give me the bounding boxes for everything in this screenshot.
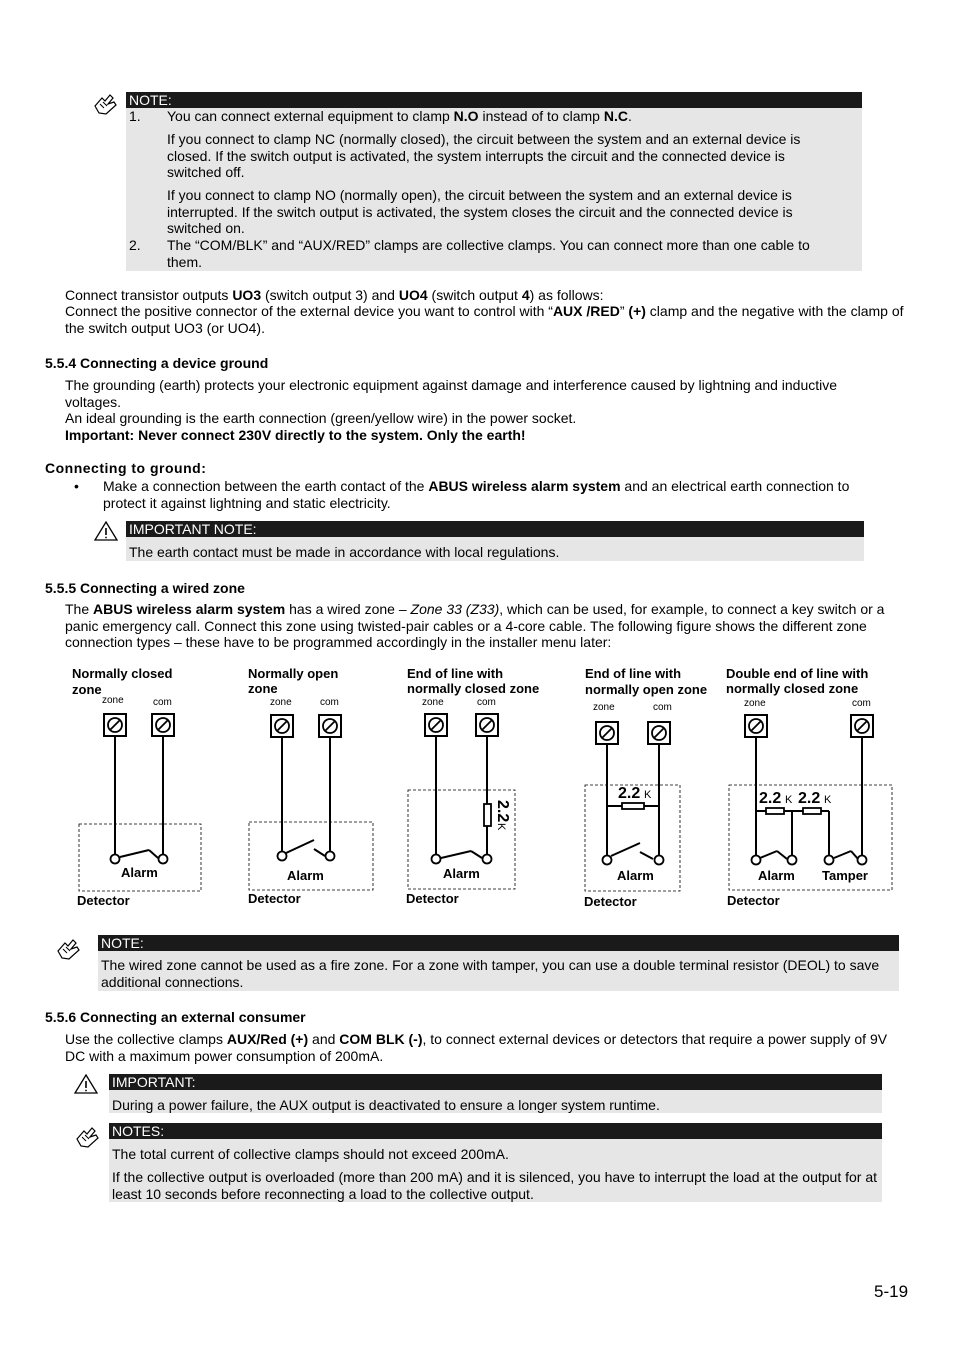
- transistor-line-1: Connect transistor outputs UO3 (switch output 3) and UO4 (switch output 4) as follows:: [65, 287, 604, 303]
- wired-zone-paragraph: The ABUS wireless alarm system has a wired zone – Zone 33 (Z33), which can be used, for example, to connect a key switch or a panic emergency call. Connect this zone using twisted-pair cables or a 4-core cable. The following figure shows the different zone connection types – these have to be programmed accordingly in the installer menu later:: [65, 601, 885, 650]
- section-heading-556: 5.5.6 Connecting an external consumer: [45, 1009, 306, 1025]
- svg-text:Detector: Detector: [77, 893, 130, 908]
- consumer-paragraph: Use the collective clamps AUX/Red (+) and COM BLK (-), to connect external devices or detectors that require a power supply of 9V DC with a maximum power consumption of 200mA.: [65, 1031, 888, 1064]
- diagram-title-eol-nc: End of line with: [407, 666, 504, 681]
- note-header: NOTE:: [98, 935, 899, 951]
- svg-text:Detector: Detector: [248, 891, 301, 906]
- svg-text:2.2: 2.2: [759, 790, 782, 807]
- note-hand-icon: [55, 935, 83, 963]
- warning-triangle-icon: [74, 1074, 98, 1094]
- zone-wiring-diagram: [0, 655, 954, 920]
- important-note-text: The earth contact must be made in accordance with local regulations.: [129, 544, 560, 560]
- note-header: NOTE:: [126, 92, 862, 108]
- diagram-title-deol: Double end of line with: [726, 666, 869, 681]
- note-hand-icon: [74, 1123, 102, 1151]
- diagram-title-nc: Normally closed: [72, 666, 173, 681]
- note-item-2: The “COM/BLK” and “AUX/RED” clamps are collective clamps. You can connect more than one cable to them.: [167, 237, 810, 270]
- svg-text:Tamper: Tamper: [822, 868, 868, 883]
- page-number: 5-19: [874, 1282, 909, 1301]
- ground-bullet: Make a connection between the earth contact of the ABUS wireless alarm system and an electrical earth connection to protect it against lightning and static electricity.: [103, 478, 850, 511]
- section-heading-554: 5.5.4 Connecting a device ground: [45, 355, 269, 371]
- svg-text:Alarm: Alarm: [758, 868, 795, 883]
- note-no-paragraph: If you connect to clamp NO (normally open), the circuit between the system and an external device is interrupted. If the switch output is activated, the system closes the circuit and the connected device is switched on.: [167, 187, 793, 236]
- diagram-title-nc: zone: [72, 682, 102, 697]
- section-heading-555: 5.5.5 Connecting a wired zone: [45, 580, 245, 596]
- svg-text:zone: zone: [744, 698, 766, 709]
- note-item-1: You can connect external equipment to clamp N.O instead of to clamp N.C.: [167, 108, 632, 124]
- transistor-line-2: Connect the positive connector of the external device you want to control with “AUX /RED” (+) clamp and the negative with the clamp of the switch output UO3 (or UO4).: [65, 303, 904, 336]
- svg-text:K: K: [644, 789, 652, 801]
- diagram-title-deol: normally closed zone: [726, 681, 859, 696]
- svg-text:Alarm: Alarm: [443, 866, 480, 881]
- svg-text:zone: zone: [593, 702, 615, 713]
- ground-subheading: Connecting to ground:: [45, 460, 207, 476]
- diagram-title-eol-nc: normally closed zone: [407, 681, 540, 696]
- svg-text:zone: zone: [270, 697, 292, 708]
- notes-item-2: If the collective output is overloaded (more than 200 mA) and it is silenced, you have to interrupt the load at the output for at least 10 seconds before reconnecting a load to the collective output.: [112, 1169, 878, 1202]
- warning-triangle-icon: [94, 521, 118, 541]
- svg-text:2.2: 2.2: [618, 785, 641, 802]
- note-nc-paragraph: If you connect to clamp NC (normally closed), the circuit between the system and an external device is closed. If the switch output is activated, the system interrupts the circuit and the connected device is switched off.: [167, 131, 801, 180]
- diagram-title-eol-no: End of line with: [585, 666, 682, 681]
- svg-text:zone: zone: [422, 697, 444, 708]
- diagram-title-no: zone: [248, 681, 278, 696]
- svg-text:Alarm: Alarm: [121, 865, 158, 880]
- important-text: During a power failure, the AUX output is deactivated to ensure a longer system runtime.: [112, 1097, 660, 1113]
- svg-text:2.2: 2.2: [494, 800, 511, 823]
- svg-text:com: com: [653, 702, 672, 713]
- notes-item-1: The total current of collective clamps should not exceed 200mA.: [112, 1146, 509, 1162]
- ground-paragraph-2: An ideal grounding is the earth connection (green/yellow wire) in the power socket.: [65, 410, 577, 426]
- svg-text:K: K: [785, 794, 793, 806]
- svg-text:com: com: [852, 698, 871, 709]
- svg-text:Detector: Detector: [406, 891, 459, 906]
- svg-text:K: K: [495, 823, 507, 831]
- note-item-number: 1.: [129, 108, 141, 124]
- svg-text:zone: zone: [102, 695, 124, 706]
- ground-paragraph-1: The grounding (earth) protects your electronic equipment against damage and interference caused by lightning and inductive voltages.: [65, 377, 838, 410]
- diagram-title-eol-no: normally open zone: [585, 682, 708, 697]
- svg-text:Alarm: Alarm: [617, 868, 654, 883]
- svg-text:K: K: [824, 794, 832, 806]
- svg-text:Alarm: Alarm: [287, 868, 324, 883]
- ground-important: Important: Never connect 230V directly to the system. Only the earth!: [65, 427, 526, 443]
- svg-text:2.2: 2.2: [798, 790, 821, 807]
- note-item-number: 2.: [129, 237, 141, 253]
- svg-text:com: com: [320, 697, 339, 708]
- note-text: The wired zone cannot be used as a fire zone. For a zone with tamper, you can use a double terminal resistor (DEOL) to save additional connections.: [101, 957, 880, 990]
- svg-text:com: com: [477, 697, 496, 708]
- svg-text:com: com: [153, 697, 172, 708]
- important-note-header: IMPORTANT NOTE:: [126, 521, 864, 537]
- important-header: IMPORTANT:: [109, 1074, 882, 1090]
- notes-header: NOTES:: [109, 1123, 882, 1139]
- diagram-title-no: Normally open: [248, 666, 339, 681]
- svg-text:Detector: Detector: [584, 894, 637, 909]
- bullet-dot: •: [74, 478, 79, 494]
- note-hand-icon: [92, 92, 120, 118]
- svg-text:Detector: Detector: [727, 893, 780, 908]
